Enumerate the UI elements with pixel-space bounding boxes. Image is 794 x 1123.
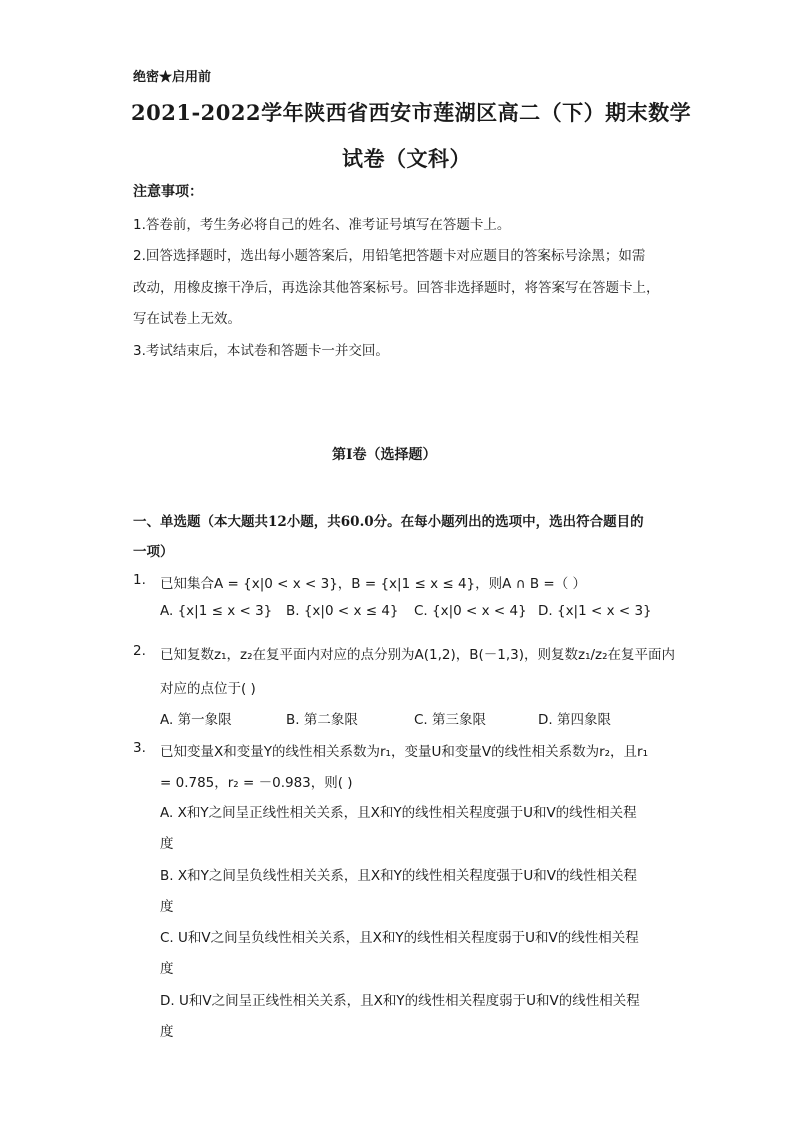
question-1-option-a: A. {x|1 ≤ x < 3} <box>160 603 273 619</box>
question-3-option-d-line1: D. U和V之间呈正线性相关关系，且X和Y的线性相关程度弱于U和V的线性相关程 <box>160 993 640 1009</box>
notice-item-1: 1.答卷前，考生务必将自己的姓名、准考证号填写在答题卡上。 <box>133 217 511 233</box>
question-number: 1. <box>133 572 146 588</box>
question-3-stem-line2: = 0.785，r₂ = －0.983，则( ) <box>160 775 353 791</box>
question-1-option-b: B. {x|0 < x ≤ 4} <box>286 603 399 619</box>
question-2-option-a: A. 第一象限 <box>160 712 232 728</box>
question-3-stem-line1: 已知变量X和变量Y的线性相关系数为r₁，变量U和变量V的线性相关系数为r₂，且r₁ <box>160 744 648 760</box>
notice-heading: 注意事项： <box>133 184 203 200</box>
question-3-option-c-line2: 度 <box>160 961 174 977</box>
question-3-option-d-line2: 度 <box>160 1024 174 1040</box>
part-instructions-line2: 一项） <box>133 544 174 560</box>
question-3-option-b-line1: B. X和Y之间呈负线性相关关系，且X和Y的线性相关程度强于U和V的线性相关程 <box>160 868 637 884</box>
section-title: 第Ⅰ卷（选择题） <box>332 447 437 463</box>
confidential-label: 绝密★启用前 <box>133 70 212 85</box>
question-1-option-c: C. {x|0 < x < 4} <box>414 603 527 619</box>
question-2-option-b: B. 第二象限 <box>286 712 358 728</box>
question-3-option-a-line2: 度 <box>160 836 174 852</box>
question-number: 3. <box>133 740 146 756</box>
question-number: 2. <box>133 643 146 659</box>
notice-item-2-line3: 写在试卷上无效。 <box>133 311 241 327</box>
question-1-option-d: D. {x|1 < x < 3} <box>538 603 652 619</box>
notice-item-2-line1: 2.回答选择题时，选出每小题答案后，用铅笔把答题卡对应题目的答案标号涂黑；如需 <box>133 248 646 264</box>
question-3-option-b-line2: 度 <box>160 899 174 915</box>
question-2-stem-line2: 对应的点位于( ) <box>160 681 256 697</box>
question-1-stem: 已知集合A = {x|0 < x < 3}，B = {x|1 ≤ x ≤ 4}，则A ∩ B =（ ） <box>160 576 586 592</box>
notice-item-3: 3.考试结束后，本试卷和答题卡一并交回。 <box>133 343 389 359</box>
question-2-option-d: D. 第四象限 <box>538 712 611 728</box>
part-instructions-line1: 一、单选题（本大题共12小题，共60.0分。在每小题列出的选项中，选出符合题目的 <box>133 514 644 530</box>
question-2-stem-line1: 已知复数z₁，z₂在复平面内对应的点分别为A(1,2)，B(－1,3)，则复数z₁/z₂在复平面内 <box>160 647 676 663</box>
exam-title-line2: 试卷（文科） <box>342 146 471 171</box>
question-3-option-a-line1: A. X和Y之间呈正线性相关关系，且X和Y的线性相关程度强于U和V的线性相关程 <box>160 805 637 821</box>
question-2-option-c: C. 第三象限 <box>414 712 487 728</box>
exam-title-line1: 2021-2022学年陕西省西安市莲湖区高二（下）期末数学 <box>131 100 692 125</box>
question-3-option-c-line1: C. U和V之间呈负线性相关关系，且X和Y的线性相关程度弱于U和V的线性相关程 <box>160 930 639 946</box>
notice-item-2-line2: 改动，用橡皮擦干净后，再选涂其他答案标号。回答非选择题时，将答案写在答题卡上， <box>133 280 660 296</box>
